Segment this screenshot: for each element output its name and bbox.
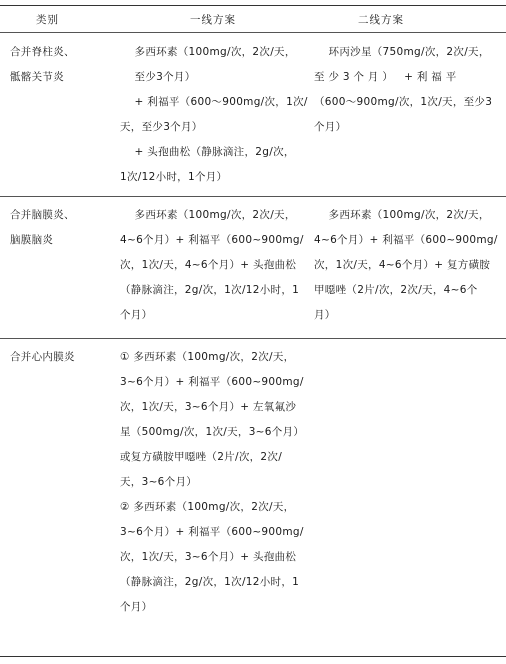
row-2-first-line-text: 次，1次/天，4~6个月）+ 头孢曲松 [120, 259, 297, 271]
row-1-first-line-text: + 头孢曲松（静脉滴注，2g/次， [120, 146, 295, 158]
row-2-category-line: 合并脑膜炎、 [10, 209, 75, 221]
row-3-first-line [120, 345, 310, 620]
row-3-first-line-text: （静脉滴注，2g/次，1次/12小时，1 [120, 576, 300, 588]
row-1-second-line-text: （600～900mg/次，1次/天，至少3 [314, 96, 493, 108]
header-second-line: 二线方案 [358, 14, 404, 26]
row-1-first-line [120, 40, 310, 190]
row-1-second-line [314, 40, 502, 140]
table-top-rule [0, 5, 506, 6]
row-3-first-line-text: 3~6个月）+ 利福平（600~900mg/ [120, 376, 304, 388]
row-2-second-line-text: 月） [314, 309, 336, 321]
row-2-category-line: 脑膜脑炎 [10, 234, 54, 246]
row-2-second-line-text: 甲噁唑（2片/次，2次/天，4~6个 [314, 284, 478, 296]
row-2-second-line-text: 4~6个月）+ 利福平（600~900mg/ [314, 234, 498, 246]
header-bottom-rule [0, 32, 506, 33]
row-2-second-line [314, 203, 502, 328]
row-3-first-line-text: 次，1次/天，3~6个月）+ 头孢曲松 [120, 551, 297, 563]
row-3-first-line-text: 个月） [120, 601, 153, 613]
row-2-first-line-text: 个月） [120, 309, 153, 321]
row-1-first-line-text: 至少3个月） [120, 71, 196, 83]
row-2-first-line-text: 多西环素（100mg/次，2次/天， [120, 209, 296, 221]
row-2-first-line-text: 4~6个月）+ 利福平（600~900mg/ [120, 234, 304, 246]
header-category: 类别 [36, 14, 59, 26]
row-1-first-line-text: 天，至少3个月） [120, 121, 203, 133]
row-3-first-line-text: 次，1次/天，3~6个月）+ 左氧氟沙 [120, 401, 297, 413]
row-1-first-line-text: + 利福平（600～900mg/次，1次/ [120, 96, 308, 108]
row-3-first-line-text: 或复方磺胺甲噁唑（2片/次，2次/ [120, 451, 283, 463]
row-1-category-line: 合并脊柱炎、 [10, 46, 75, 58]
row-1-category-line: 骶髂关节炎 [10, 71, 64, 83]
row-3-category [10, 345, 110, 370]
row-2-first-line [120, 203, 310, 328]
row-3-first-line-text: 星（500mg/次，1次/天，3~6个月） [120, 426, 305, 438]
row-3-first-line-text: ② 多西环素（100mg/次，2次/天， [120, 501, 295, 513]
row-1-second-line-text: 环丙沙星（750mg/次，2次/天， [314, 46, 490, 58]
row-2-bottom-rule [0, 338, 506, 339]
row-1-second-line-text: 至 少 3 个 月 ） + 利 福 平 [314, 71, 457, 83]
row-2-second-line-text: 次，1次/天，4~6个月）+ 复方磺胺 [314, 259, 491, 271]
row-1-first-line-text: 多西环素（100mg/次，2次/天， [120, 46, 296, 58]
row-2-category [10, 203, 110, 253]
row-3-category-line: 合并心内膜炎 [10, 351, 75, 363]
row-2-second-line-text: 多西环素（100mg/次，2次/天， [314, 209, 490, 221]
row-1-bottom-rule [0, 196, 506, 197]
row-2-first-line-text: （静脉滴注，2g/次，1次/12小时，1 [120, 284, 300, 296]
row-3-first-line-text: 3~6个月）+ 利福平（600~900mg/ [120, 526, 304, 538]
row-1-category [10, 40, 110, 90]
row-3-first-line-text: ① 多西环素（100mg/次，2次/天， [120, 351, 295, 363]
table-bottom-rule [0, 656, 506, 657]
row-1-first-line-text: 1次/12小时，1个月） [120, 171, 228, 183]
row-3-first-line-text: 天，3~6个月） [120, 476, 198, 488]
row-1-second-line-text: 个月） [314, 121, 347, 133]
header-first-line: 一线方案 [190, 14, 236, 26]
